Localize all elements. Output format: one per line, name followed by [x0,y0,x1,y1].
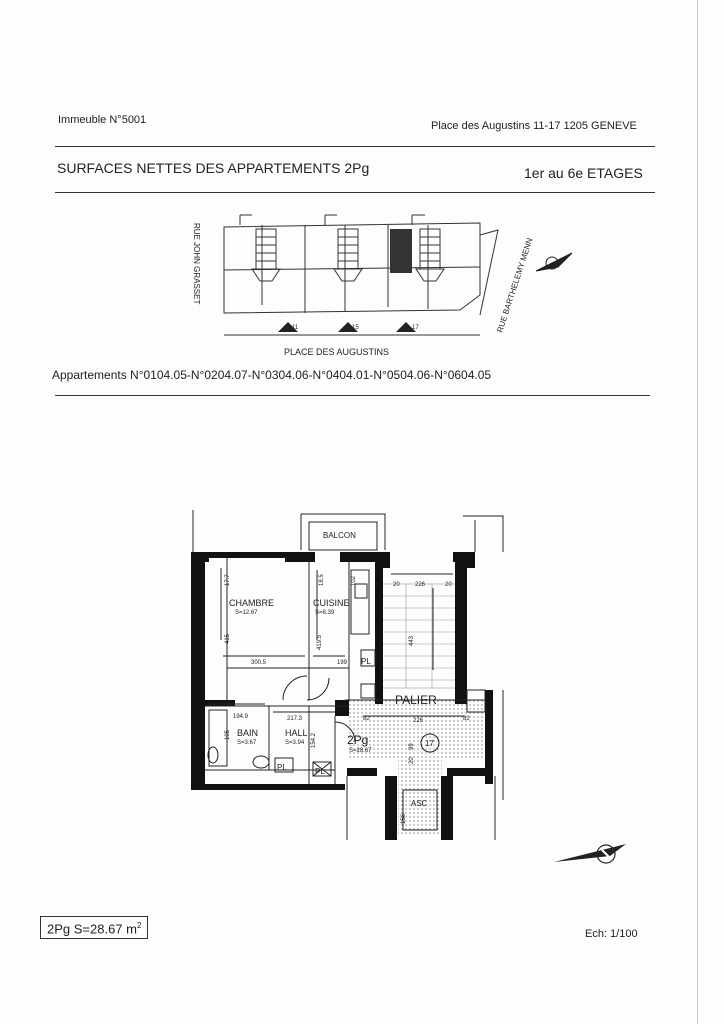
area-hall: S=3.94 [285,740,305,746]
label-hall: HALL [285,728,308,738]
dim-194-9: 194.9 [233,714,249,720]
apartments-rule [55,395,650,396]
area-chambre: S=12.67 [235,610,258,616]
scale-label: Ech: 1/100 [585,928,638,940]
dim-199: 199 [337,660,348,666]
label-pl-cuisine: PL [361,657,371,666]
site-stair-core-17 [420,229,440,269]
label-asc: ASC [411,799,428,808]
header-rule-1 [55,146,655,147]
label-bain: BAIN [237,728,259,738]
dim-99: 99 [409,743,415,750]
apartments-list: Appartements N°0104.05-N°0204.07-N°0304.06-N°0404.01-N°0504.06-N°0604.05 [52,368,492,382]
floor-plan [185,500,510,850]
header-rule-2 [55,192,655,193]
site-place-label: PLACE DES AUGUSTINS [284,347,390,357]
label-stair-number: 17 [425,739,434,748]
dim-18-5: 18.5 [319,574,325,586]
dim-217-3: 217.3 [287,716,303,722]
area-cuisine: S=8.39 [315,610,335,616]
dim-300-5: 300.5 [251,660,267,666]
floors-label: 1er au 6e ETAGES [524,165,643,181]
scan-edge [697,0,698,1024]
site-street-left: RUE JOHN GRASSET [192,223,201,305]
site-north-arrow-icon [536,253,572,271]
door-chambre [283,676,307,700]
site-plan [180,205,580,365]
door-cuisine [307,678,329,700]
site-stair-core-15 [338,229,358,269]
site-stair-core-11 [256,229,276,269]
dim-443: 443 [409,635,415,646]
label-palier: PALIER [395,693,437,707]
dim-419-5: 419.5 [317,634,323,650]
label-pl-hall: PL [315,767,325,776]
stair-hatch [380,584,458,688]
area-summary-unit-sup: 2 [136,921,142,930]
dim-156: 156 [401,813,407,824]
dim-102: 102 [351,575,357,586]
dim-20-b: 20 [445,582,452,588]
dim-82-b: 82 [463,716,470,722]
area-bain: S=3.67 [237,740,257,746]
site-highlighted-unit [390,229,412,273]
dim-82-a: 82 [363,716,370,722]
document-title: SURFACES NETTES DES APPARTEMENTS 2Pg [57,160,370,176]
area-summary-label: 2Pg S=28.67 m [47,921,137,937]
site-entry-17: 17 [412,325,419,331]
dim-154-2: 154.2 [311,732,317,748]
label-unit: 2Pg [347,733,369,747]
site-street-right: RUE BARTHELEMY MENN [495,236,535,334]
dim-20-c: 20 [409,757,415,764]
area-unit: S=28.67 [349,748,372,754]
label-chambre: CHAMBRE [229,598,275,608]
site-entry-15: 15 [352,325,359,331]
label-balcon: BALCON [323,531,356,540]
dim-17-7: 17.7 [225,574,231,586]
area-summary-box [40,916,148,939]
dim-226-b: 226 [413,718,424,724]
dim-105: 105 [225,729,231,740]
north-arrow-icon [550,832,630,868]
dim-415: 415 [225,633,231,644]
address: Place des Augustins 11-17 1205 GENEVE [431,120,637,132]
label-cuisine: CUISINE [313,598,350,608]
site-entry-11: 11 [292,325,299,331]
building-number: Immeuble N°5001 [58,114,147,126]
dim-20-a: 20 [393,582,400,588]
dim-226-a: 226 [415,582,426,588]
label-pl-bain: PL [277,763,287,772]
